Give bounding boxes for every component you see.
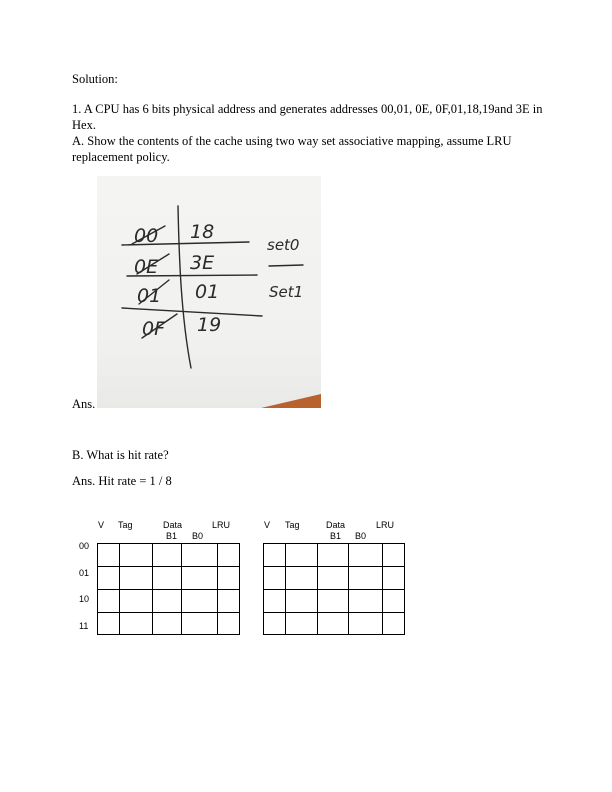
row-label-10: 10	[79, 594, 90, 604]
hand-row4-new: 19	[197, 314, 222, 336]
heading: Solution:	[72, 72, 118, 86]
hand-row3-new: 01	[195, 281, 220, 303]
hand-row2-old: 0E	[134, 256, 159, 278]
hand-row4-old: 0F	[142, 318, 166, 340]
hand-row2-new: 3E	[190, 252, 215, 274]
header-tag-left: Tag	[118, 520, 133, 530]
answer-label: Ans.	[72, 397, 96, 411]
header-lru-left: LRU	[212, 520, 231, 530]
question-a-line-1: A. Show the contents of the cache using two way set associative mapping, assume LRU	[72, 134, 512, 148]
question-1-line-2: Hex.	[72, 118, 96, 132]
hand-row1-old: 00	[134, 225, 159, 247]
row-label-11: 11	[79, 621, 89, 631]
header-lru-right: LRU	[376, 520, 395, 530]
handwritten-cache-photo	[97, 176, 321, 408]
header-v-left: V	[98, 520, 105, 530]
question-a-line-2: replacement policy.	[72, 150, 170, 164]
question-b-answer: Ans. Hit rate = 1 / 8	[72, 474, 172, 488]
cache-way-right	[263, 543, 405, 635]
header-b1-left: B1	[166, 531, 178, 541]
photo-shadow	[261, 394, 321, 408]
header-data-right: Data	[326, 520, 346, 530]
hand-row1-new: 18	[190, 221, 215, 243]
header-data-left: Data	[163, 520, 183, 530]
cache-way-left	[97, 543, 240, 635]
hand-line-3	[122, 308, 262, 316]
header-v-right: V	[264, 520, 271, 530]
row-label-01: 01	[79, 568, 90, 578]
hand-set1-label: Set1	[269, 283, 304, 301]
question-1-line-1: 1. A CPU has 6 bits physical address and generates addresses 00,01, 0E, 0F,01,18,19and 3E in	[72, 102, 543, 116]
hand-row3-old: 01	[137, 285, 162, 307]
header-b0-right: B0	[355, 531, 367, 541]
row-label-00: 00	[79, 541, 90, 551]
question-b: B. What is hit rate?	[72, 448, 169, 462]
hand-set0-label: set0	[267, 236, 300, 254]
header-b1-right: B1	[330, 531, 342, 541]
header-b0-left: B0	[192, 531, 204, 541]
header-tag-right: Tag	[285, 520, 300, 530]
